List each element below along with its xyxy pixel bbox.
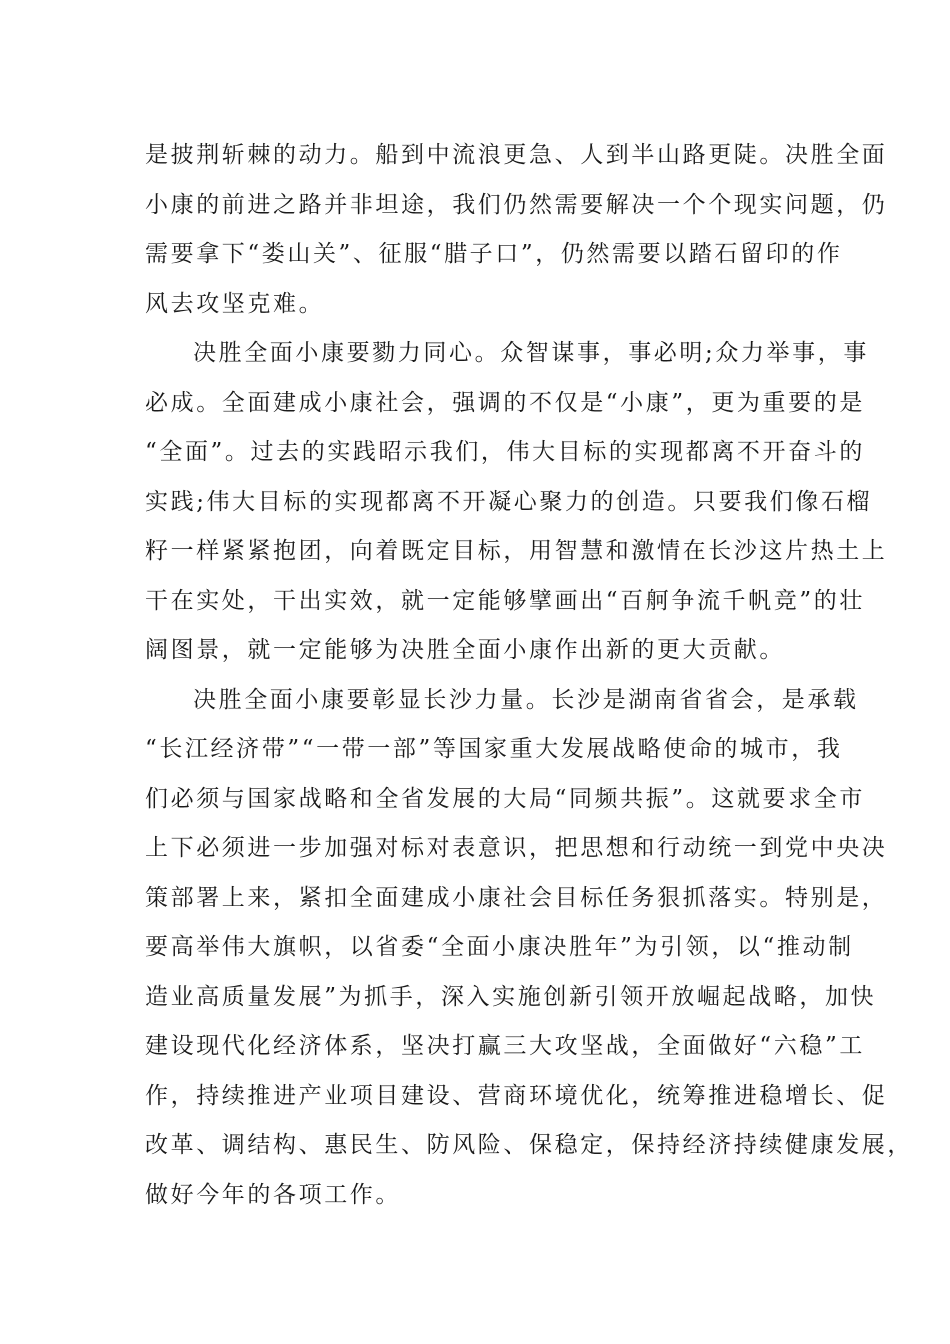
paragraph-1 <box>145 131 888 329</box>
text-line: 籽一样紧紧抱团，向着既定目标，用智慧和激情在长沙这片热土上 <box>145 538 888 564</box>
text-line: 造业高质量发展”为抓手，深入实施创新引领开放崛起战略，加快 <box>145 983 877 1010</box>
text-line: 实践;伟大目标的实现都离不开凝心聚力的创造。只要我们像石榴 <box>145 488 873 515</box>
text-line: “长江经济带”“一带一部”等国家重大发展战略使命的城市，我 <box>145 736 843 762</box>
text-line: 风去攻坚克难。 <box>145 290 325 317</box>
text-line: 要高举伟大旗帜，以省委“全面小康决胜年”为引领，以“推动制 <box>145 934 854 960</box>
text-line: 小康的前进之路并非坦途，我们仍然需要解决一个个现实问题，仍 <box>145 191 888 218</box>
text-line: 阔图景，就一定能够为决胜全面小康作出新的更大贡献。 <box>145 637 785 663</box>
text-line: 们必须与国家战略和全省发展的大局“同频共振”。这就要求全市 <box>145 785 865 812</box>
paragraph-3 <box>145 676 913 1221</box>
text-line: “全面”。过去的实践昭示我们，伟大目标的实现都离不开奋斗的 <box>145 439 865 465</box>
text-line: 决胜全面小康要勠力同心。众智谋事，事必明;众力举事，事 <box>193 340 869 366</box>
text-line: 做好今年的各项工作。 <box>145 1181 401 1208</box>
text-line: 作，持续推进产业项目建设、营商环境优化，统筹推进稳增长、促 <box>145 1082 888 1109</box>
text-line: 干在实处，干出实效，就一定能够擘画出“百舸争流千帆竞”的壮 <box>145 587 865 614</box>
text-line: 需要拿下“娄山关”、征服“腊子口”，仍然需要以踏石留印的作 <box>145 241 843 267</box>
text-line: 必成。全面建成小康社会，强调的不仅是“小康”，更为重要的是 <box>145 389 865 416</box>
document-body <box>145 131 913 1220</box>
text-line: 建设现代化经济体系，坚决打赢三大攻坚战，全面做好“六稳”工 <box>145 1033 865 1059</box>
text-line: 改革、调结构、惠民生、防风险、保稳定，保持经济持续健康发展， <box>145 1132 913 1158</box>
text-line: 策部署上来，紧扣全面建成小康社会目标任务狠抓落实。特别是， <box>145 884 888 911</box>
text-line: 上下必须进一步加强对标对表意识，把思想和行动统一到党中央决 <box>145 835 888 861</box>
paragraph-2 <box>145 329 888 676</box>
text-line: 是披荆斩棘的动力。船到中流浪更急、人到半山路更陡。决胜全面 <box>145 142 888 168</box>
text-line: 决胜全面小康要彰显长沙力量。长沙是湖南省省会，是承载 <box>193 686 859 713</box>
